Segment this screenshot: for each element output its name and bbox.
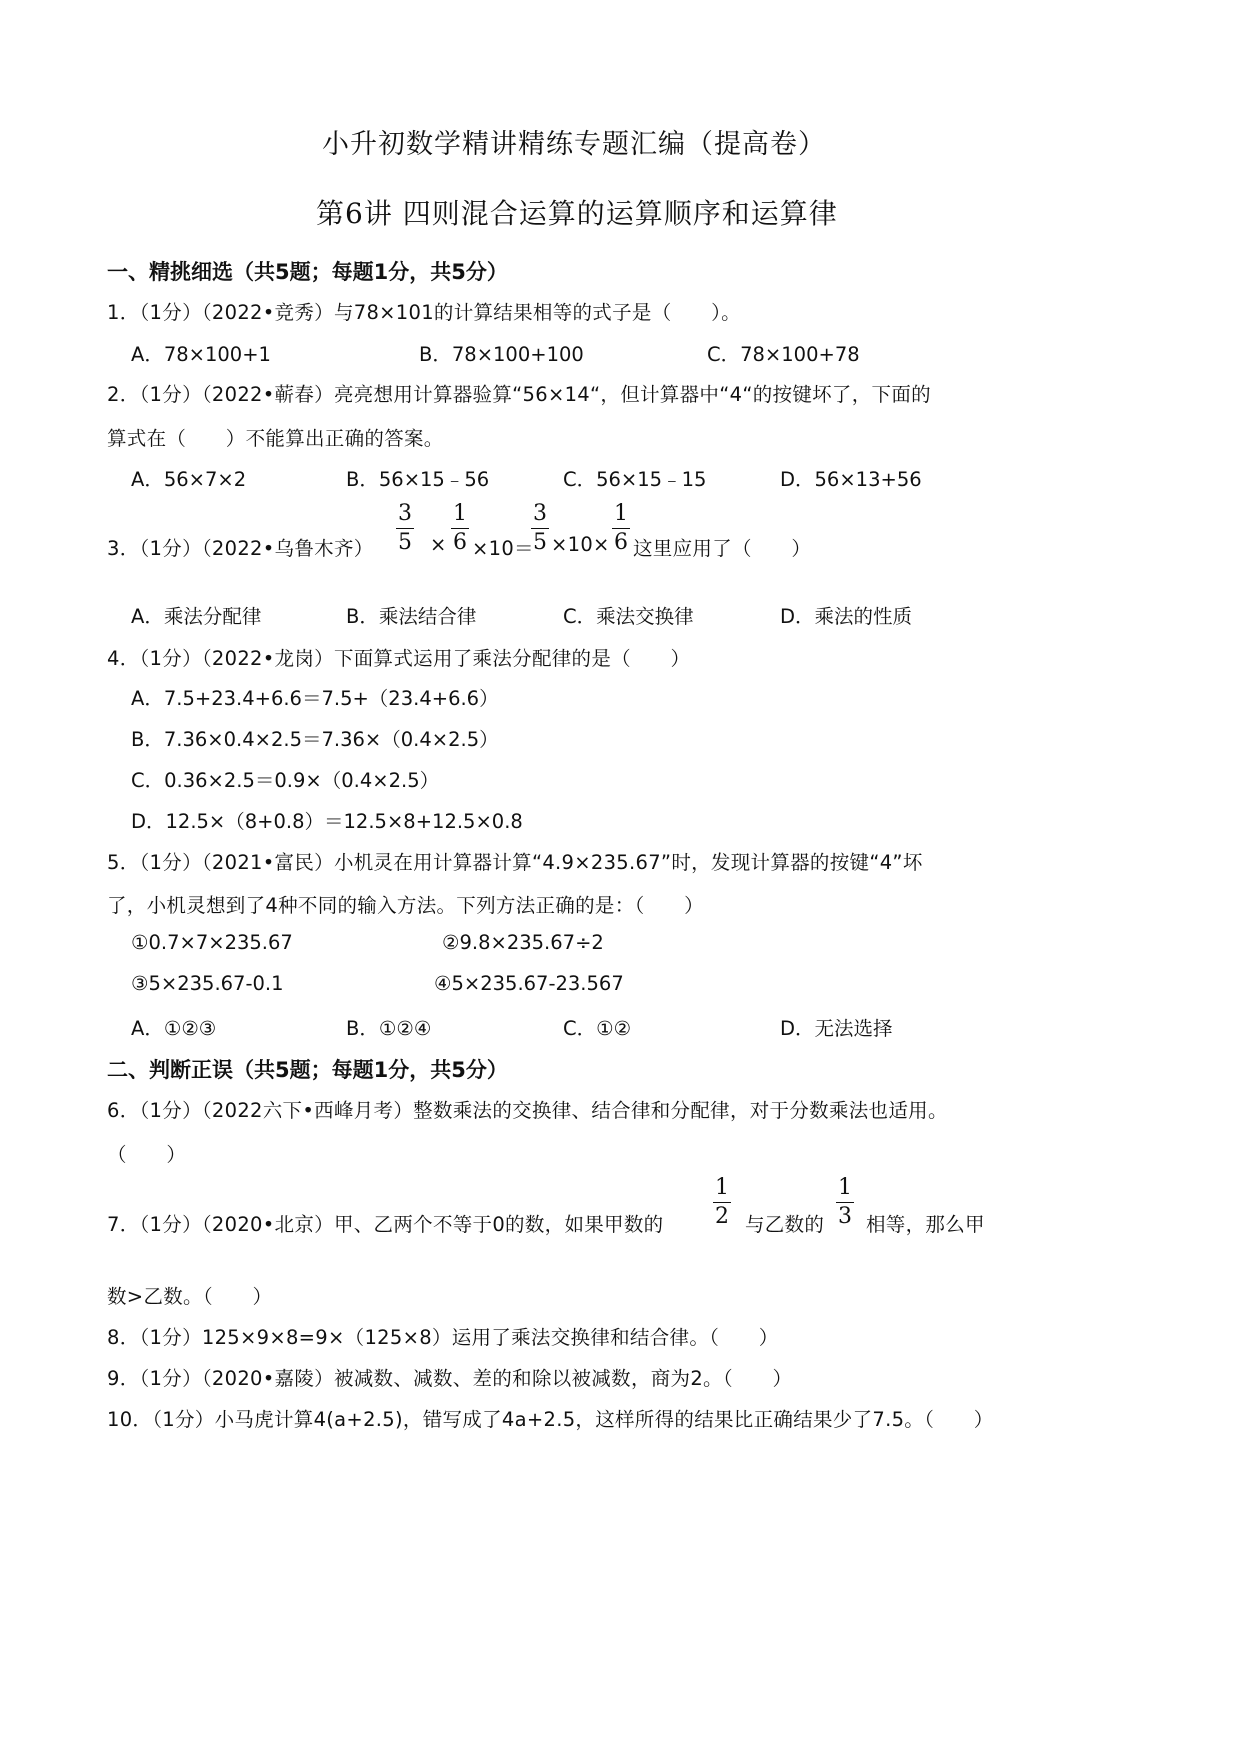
question-3-fraction-4 <box>612 503 630 554</box>
fraction-numerator: 3 <box>398 501 412 526</box>
question-3-fraction-1 <box>396 503 414 554</box>
question-3-operator-3: ×10× <box>551 533 610 556</box>
question-3-fraction-3 <box>531 503 549 554</box>
question-2-option-a: A．56×7×2 <box>131 468 247 491</box>
question-3-option-b: B．乘法结合律 <box>346 605 477 628</box>
question-4-option-b: B．7.36×0.4×2.5＝7.36×（0.4×2.5） <box>131 728 499 751</box>
fraction-denominator: 3 <box>838 1204 852 1229</box>
question-7-fraction-1 <box>713 1177 731 1228</box>
question-5-method-4: ④5×235.67-23.567 <box>434 972 624 995</box>
document-title: 小升初数学精讲精练专题汇编（提高卷） <box>322 129 826 160</box>
question-1-option-b: B．78×100+100 <box>419 343 584 366</box>
question-2-stem-line-2: 算式在（ ）不能算出正确的答案。 <box>107 427 444 450</box>
question-4-option-c: C．0.36×2.5＝0.9×（0.4×2.5） <box>131 769 440 792</box>
fraction-bar <box>713 1202 731 1203</box>
fraction-denominator: 2 <box>715 1204 729 1229</box>
fraction-bar <box>612 528 630 529</box>
question-5-option-a: A．①②③ <box>131 1017 217 1040</box>
question-5-stem-line-1: 5．（1分）（2021•富民）小机灵在用计算器计算“4.9×235.67”时，发现计算器的按键“4”坏 <box>107 851 923 874</box>
question-7-suffix: 相等，那么甲 <box>866 1213 985 1236</box>
question-1-option-a: A．78×100+1 <box>131 343 271 366</box>
question-5-method-2: ②9.8×235.67÷2 <box>442 931 604 954</box>
question-7-fraction-2 <box>836 1177 854 1228</box>
fraction-numerator: 1 <box>614 501 628 526</box>
question-3-option-a: A．乘法分配律 <box>131 605 262 628</box>
fraction-numerator: 3 <box>533 501 547 526</box>
section-heading-1: 一、精挑细选（共5题；每题1分，共5分） <box>107 260 508 284</box>
question-2-option-b: B．56×15﹣56 <box>346 468 490 491</box>
question-2-option-c: C．56×15﹣15 <box>563 468 707 491</box>
question-4-option-d: D．12.5×（8+0.8）＝12.5×8+12.5×0.8 <box>131 810 523 833</box>
question-10-stem: 10．（1分）小马虎计算4(a+2.5)，错写成了4a+2.5，这样所得的结果比正确结果少了7.5。（ ） <box>107 1408 994 1431</box>
question-9-stem: 9．（1分）（2020•嘉陵）被减数、减数、差的和除以被减数，商为2。（ ） <box>107 1367 793 1390</box>
question-5-option-b: B．①②④ <box>346 1017 432 1040</box>
fraction-denominator: 6 <box>453 530 467 555</box>
question-7-line-2: 数>乙数。（ ） <box>107 1285 273 1308</box>
fraction-denominator: 5 <box>533 530 547 555</box>
fraction-bar <box>396 528 414 529</box>
question-8-stem: 8．（1分）125×9×8=9×（125×8）运用了乘法交换律和结合律。（ ） <box>107 1326 779 1349</box>
question-4-option-a: A．7.5+23.4+6.6＝7.5+（23.4+6.6） <box>131 687 499 710</box>
question-1-option-c: C．78×100+78 <box>707 343 860 366</box>
question-5-option-c: C．①② <box>563 1017 632 1040</box>
question-5-stem-line-2: 了，小机灵想到了4种不同的输入方法。下列方法正确的是：（ ） <box>107 894 704 917</box>
fraction-numerator: 1 <box>838 1175 852 1200</box>
question-7-prefix: 7．（1分）（2020•北京）甲、乙两个不等于0的数，如果甲数的 <box>107 1213 664 1236</box>
question-6-stem-line-1: 6．（1分）（2022六下•西峰月考）整数乘法的交换律、结合律和分配律，对于分数乘法也适用。 <box>107 1099 948 1122</box>
fraction-denominator: 6 <box>614 530 628 555</box>
question-6-stem-line-2: （ ） <box>107 1143 187 1166</box>
document-subtitle: 第6讲 四则混合运算的运算顺序和运算律 <box>316 197 838 230</box>
fraction-bar <box>451 528 469 529</box>
question-3-option-c: C．乘法交换律 <box>563 605 694 628</box>
question-2-option-d: D．56×13+56 <box>780 468 922 491</box>
fraction-bar <box>836 1202 854 1203</box>
question-1-stem: 1．（1分）（2022•竞秀）与78×101的计算结果相等的式子是（ ）。 <box>107 301 741 324</box>
question-5-method-1: ①0.7×7×235.67 <box>131 931 293 954</box>
question-3-suffix: 这里应用了（ ） <box>633 537 812 560</box>
question-2-stem-line-1: 2．（1分）（2022•蕲春）亮亮想用计算器验算“56×14“，但计算器中“4“的按键坏了，下面的 <box>107 383 931 406</box>
fraction-denominator: 5 <box>398 530 412 555</box>
question-5-method-3: ③5×235.67-0.1 <box>131 972 284 995</box>
fraction-bar <box>531 528 549 529</box>
fraction-numerator: 1 <box>453 501 467 526</box>
question-3-option-d: D．乘法的性质 <box>780 605 913 628</box>
question-3-operator-2: ×10＝ <box>472 537 534 560</box>
fraction-numerator: 1 <box>715 1175 729 1200</box>
question-3-operator-1: × <box>430 533 447 556</box>
section-heading-2: 二、判断正误（共5题；每题1分，共5分） <box>107 1058 508 1082</box>
question-4-stem: 4．（1分）（2022•龙岗）下面算式运用了乘法分配律的是（ ） <box>107 647 691 670</box>
question-5-option-d: D．无法选择 <box>780 1017 893 1040</box>
question-3-fraction-2 <box>451 503 469 554</box>
question-7-middle: 与乙数的 <box>745 1213 825 1236</box>
question-3-prefix: 3．（1分）（2022•乌鲁木齐） <box>107 537 374 560</box>
